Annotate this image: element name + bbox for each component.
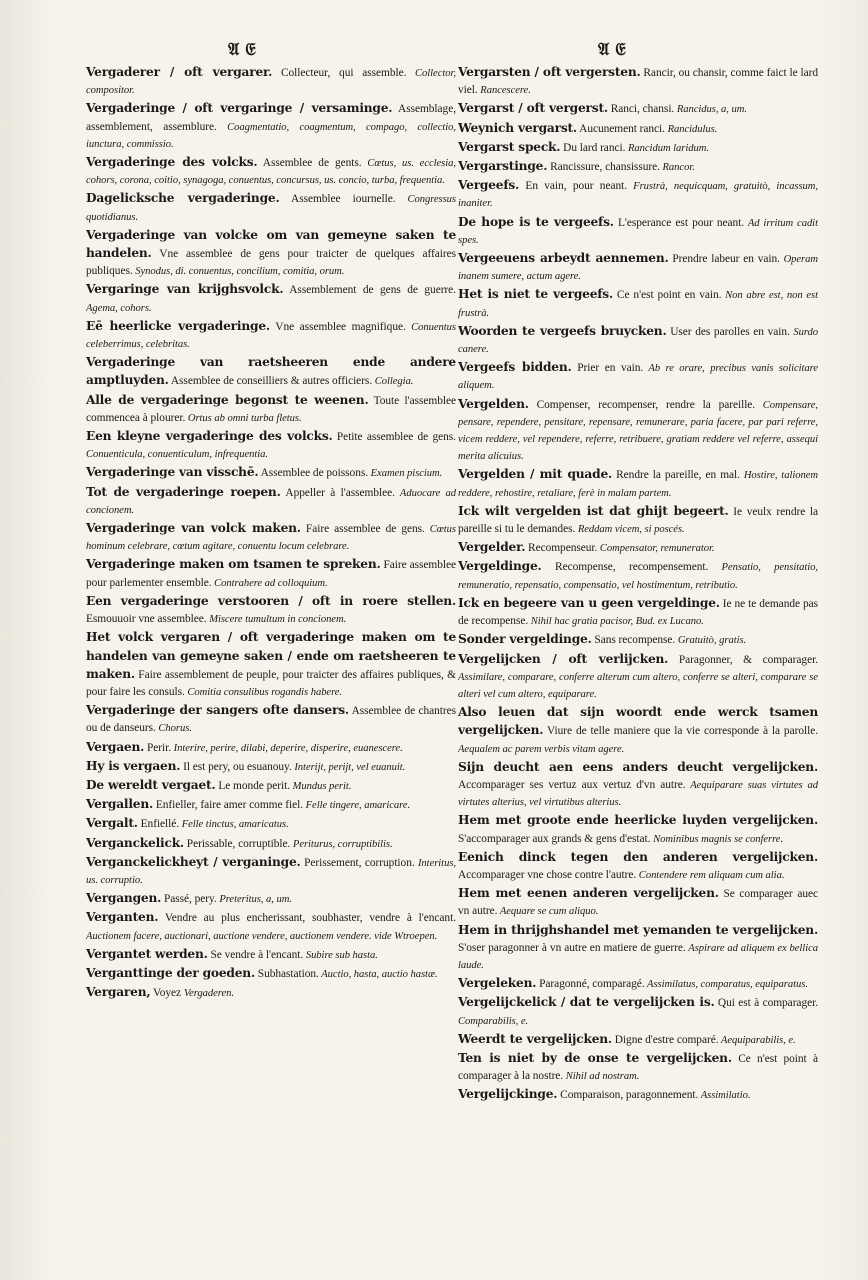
entry-latin: Collegia. — [372, 376, 414, 388]
entry-french: Compenser, recompenser, rendre la pareille. — [528, 398, 756, 411]
entry-latin: Felle tinctus, amaricatus. — [179, 819, 289, 831]
entry-latin: Pensatio, pensitatio, remuneratio, repensatio, compensatio, vel hostimentum, retributio. — [458, 562, 818, 591]
entry-headword: Vergarst / oft vergerst. — [458, 101, 608, 116]
page-header — [0, 40, 868, 62]
entry-latin: Comparabilis, e. — [458, 1015, 529, 1027]
entry-french: Faire assemblee de gens. — [300, 523, 425, 536]
entry-french: Accomparager ses vertuz aux vertuz d'vn autre. — [458, 778, 686, 791]
entry-headword: De wereldt vergaet. — [86, 777, 216, 792]
entry-latin: Interire, perire, dilabi, deperire, disperire, euanescere. — [171, 742, 403, 754]
entry-latin: Interitus, us. corruptio. — [86, 857, 456, 886]
dictionary-entry — [86, 392, 456, 427]
entry-french: Assemblee de poissons. — [258, 467, 369, 480]
dictionary-entry — [458, 885, 818, 920]
dictionary-entry — [458, 759, 818, 812]
entry-french: Collecteur, qui assemble. — [272, 67, 407, 79]
entry-french: Perir. — [144, 741, 172, 754]
entry-latin: Aduocare ad concionem. — [86, 487, 456, 516]
entry-headword: Het is niet te vergeefs. — [458, 287, 613, 302]
entry-latin: Nihil ad nostram. — [563, 1071, 640, 1083]
entry-latin: Rancidum laridum. — [625, 142, 709, 154]
entry-french: Paragonner, & comparager. — [668, 653, 818, 666]
entry-latin: Nominibus magnis se conferre. — [650, 833, 784, 845]
dictionary-entry — [458, 139, 818, 157]
entry-latin: Rancidus, a, um. — [674, 104, 747, 116]
entry-headword: Ick en begeere van u geen vergeldinge. — [458, 595, 720, 610]
entry-french: Ie veulx rendre la pareille si tu le demandes. — [458, 505, 818, 536]
entry-latin: Operam inanem sumere, actum agere. — [458, 254, 818, 283]
entry-latin: Periturus, corruptibilis. — [290, 838, 393, 850]
entry-latin: Ad irritum cadit spes. — [458, 217, 818, 246]
entry-headword: Vergarsten / oft vergersten. — [458, 65, 641, 79]
entry-latin: Conuenticula, conuenticulum, infrequentia. — [86, 449, 268, 461]
left-column — [86, 64, 456, 1250]
dictionary-entry — [458, 558, 818, 593]
entry-latin: Contrahere ad colloquium. — [211, 577, 328, 589]
entry-latin: Conuentus celeberrimus, celebritas. — [86, 321, 456, 351]
entry-french: Sans recompense. — [591, 634, 676, 647]
entry-latin: Synodus, di. conuentus, concilium, comitia, orum. — [132, 266, 345, 278]
entry-french: Toute l'assemblee commencea à plourer. — [86, 394, 456, 424]
entry-headword: Vergeefs. — [458, 178, 520, 193]
entry-french: Enfiellé. — [137, 818, 180, 831]
entry-french: Viure de telle maniere que la vie corresponde à la parolle. — [543, 725, 818, 738]
dictionary-entry — [86, 629, 456, 701]
entry-headword: Vergarst speck. — [458, 139, 561, 154]
entry-french: Aucunement ranci. — [576, 122, 665, 135]
entry-headword: Verganckelick. — [86, 835, 184, 850]
dictionary-entry — [458, 975, 818, 993]
entry-latin: Mundus perit. — [290, 780, 352, 792]
entry-headword: De hope is te vergeefs. — [458, 214, 614, 229]
entry-latin: Auctio, hasta, auctio hastæ. — [318, 968, 438, 980]
entry-headword: Het volck vergaren / oft vergaderinge maken om te handelen van gemeyne saken / ende om raetsheeren te maken. — [86, 630, 456, 681]
entry-french: Paragonné, comparagé. — [536, 978, 645, 991]
dictionary-entry — [458, 539, 818, 557]
dictionary-entry — [86, 227, 456, 281]
entry-headword: Woorden te vergeefs bruycken. — [458, 323, 667, 338]
entry-latin: Assimilatio. — [698, 1090, 751, 1102]
right-signature-mark: 𝔄 𝔈 — [598, 40, 626, 60]
entry-latin: Agema, cohors. — [86, 302, 152, 314]
dictionary-entry — [458, 595, 818, 630]
entry-french: Qui est à comparager. — [714, 997, 818, 1010]
entry-latin: Cœtus, us. ecclesia, cohors, corona, coitio, synagoga, conuentus, concursus, us. concio, turba, frequentia. — [86, 158, 456, 187]
dictionary-entry — [458, 286, 818, 321]
entry-french: Assemblee de chantres ou de danseurs. — [86, 705, 456, 735]
entry-latin: Chorus. — [155, 723, 192, 735]
entry-latin: Cœtus hominum celebrare, cœtum agitare, conuentu locum celebrare. — [86, 524, 456, 553]
dictionary-entry — [86, 965, 456, 983]
entry-headword: Tot de vergaderinge roepen. — [86, 484, 281, 499]
entry-french: L'esperance est pour neant. — [613, 216, 745, 229]
entry-headword: Vergaderinge van volcke om van gemeyne saken te handelen. — [86, 227, 456, 261]
dictionary-entry — [86, 484, 456, 519]
entry-french: Subhastation. — [254, 967, 319, 980]
dictionary-entry — [86, 890, 456, 908]
entry-latin: Examen piscium. — [368, 468, 443, 480]
dictionary-entry — [458, 359, 818, 394]
entry-latin: Collector, compositor. — [86, 68, 456, 97]
entry-french: Rancir, ou chansir, comme faict le lard viel. — [458, 67, 818, 97]
entry-latin: Rancescere. — [477, 85, 531, 97]
dictionary-entry — [458, 631, 818, 649]
dictionary-entry — [458, 466, 818, 501]
dictionary-entry — [458, 158, 818, 176]
dictionary-entry — [458, 100, 818, 118]
entry-french: Vne assemblee de gens pour traicter de quelques affaires publiques. — [86, 248, 456, 278]
entry-headword: Vergelder. — [458, 540, 526, 555]
entry-french: Du lard ranci. — [560, 141, 626, 154]
entry-french: Ce n'est point à comparager à la nostre. — [458, 1052, 818, 1083]
dictionary-entry — [86, 593, 456, 628]
entry-french: Se comparager auec vn autre. — [458, 888, 818, 918]
dictionary-entry — [86, 520, 456, 555]
entry-french: Assemblage, assemblement, assemblure. — [86, 103, 456, 133]
dictionary-entry — [458, 323, 818, 358]
entry-french: Esmouuoir vne assemblee. — [86, 613, 207, 626]
entry-headword: Verganttinge der goeden. — [86, 965, 255, 980]
dictionary-entry — [458, 1031, 818, 1049]
entry-french: Voyez — [150, 987, 184, 1000]
dictionary-entry — [458, 849, 818, 884]
entry-latin: Contendere rem aliquam cum alia. — [636, 869, 785, 881]
entry-french: Perissable, corruptible. — [183, 837, 291, 850]
entry-headword: Vergaen. — [86, 739, 145, 754]
dictionary-entry — [458, 64, 818, 99]
entry-french: Enfieller, faire amer comme fiel. — [153, 799, 304, 812]
entry-french: Le monde perit. — [215, 779, 290, 792]
dictionary-entry — [86, 281, 456, 316]
dictionary-entry — [458, 120, 818, 138]
dictionary-entry — [86, 464, 456, 482]
dictionary-entry — [458, 503, 818, 538]
entry-headword: Eenich dinck tegen den anderen vergelijcken. — [458, 849, 818, 864]
entry-headword: Vergaderinge van raetsheeren ende andere amptluyden. — [86, 355, 456, 388]
entry-headword: Sonder vergeldinge. — [458, 632, 592, 647]
entry-headword: Ten is niet by de onse te vergelijcken. — [458, 1050, 732, 1065]
entry-french: Ie ne te demande pas de recompense. — [458, 597, 818, 628]
entry-latin: Compensator, remunerator. — [597, 543, 715, 555]
entry-headword: Vergaderinge / oft vergaringe / versaminge. — [86, 101, 393, 116]
entry-latin: Reddam vicem, si poscés. — [575, 524, 685, 536]
dictionary-entry — [458, 704, 818, 758]
entry-latin: Aequalem ac parem verbis vitam agere. — [458, 743, 625, 755]
dictionary-entry — [86, 835, 456, 853]
entry-headword: Sijn deucht aen eens anders deucht vergelijcken. — [458, 759, 818, 774]
entry-headword: Vergaderinge des volcks. — [86, 155, 258, 170]
dictionary-entry — [86, 100, 456, 153]
entry-headword: Hy is vergaen. — [86, 758, 181, 773]
entry-headword: Vergelijckinge. — [458, 1087, 558, 1102]
dictionary-entry — [458, 651, 818, 704]
entry-latin: Assimilare, comparare, conferre alterum cum altero, conferre se alteri, comparare se alteri vel cum altero, equiparare. — [458, 671, 818, 700]
entry-french: Passé, pery. — [161, 893, 217, 906]
entry-latin: Aspirare ad aliquem ex bellica laude. — [458, 942, 818, 971]
entry-headword: Vergaderinge maken om tsamen te spreken. — [86, 557, 381, 572]
entry-latin: Aequare se cum aliquo. — [497, 906, 599, 918]
entry-headword: Weerdt te vergelijcken. — [458, 1031, 612, 1046]
entry-headword: Vergalt. — [86, 816, 138, 831]
entry-french: Appeller à l'assemblee. — [280, 486, 395, 499]
entry-latin: Preteritus, a, um. — [216, 894, 292, 906]
entry-headword: Vergelden. — [458, 396, 529, 411]
entry-french: Ranci, chansi. — [607, 103, 675, 116]
entry-headword: Vergaringe van krijghsvolck. — [86, 282, 284, 297]
entry-headword: Verganckelickheyt / verganinge. — [86, 854, 301, 869]
entry-french: Faire assemblement de peuple, pour traicter des affaires publiques, & pour faire les consuls. — [86, 668, 456, 698]
entry-headword: Vergeefs bidden. — [458, 360, 572, 375]
entry-headword: Also leuen dat sijn woordt ende werck tsamen vergelijcken. — [458, 705, 818, 738]
entry-latin: Frustrà, nequicquam, gratuitò, incassum, inaniter. — [458, 181, 818, 210]
entry-latin: Auctionem facere, auctionari, auctione vendere, auctionem vendere. vide Wtroepen. — [86, 930, 438, 942]
entry-french: Assemblee de conseilliers & autres officiers. — [168, 375, 373, 388]
entry-latin: Surdo canere. — [458, 326, 818, 356]
entry-headword: Vergangen. — [86, 891, 162, 906]
entry-latin: Gratuitò, gratis. — [675, 635, 747, 647]
dictionary-entry — [86, 190, 456, 225]
entry-latin: Aequiparabilis, e. — [718, 1034, 796, 1046]
entry-french: Recompense, recompensement. — [541, 561, 709, 574]
dictionary-entry — [86, 909, 456, 944]
entry-headword: Vergaderer / oft vergarer. — [86, 65, 273, 79]
entry-french: Il est pery, ou esuanouy. — [180, 760, 292, 773]
entry-latin: Subire sub hasta. — [303, 949, 378, 961]
entry-headword: Verganten. — [86, 910, 159, 925]
entry-latin: Hostire, talionem reddere, rehostire, retaliare, ferè in malam partem. — [458, 470, 818, 499]
entry-headword: Ick wilt vergelden ist dat ghijt begeert. — [458, 503, 729, 518]
entry-latin: Rancor. — [659, 162, 695, 174]
entry-latin: Miscere tumultum in concionem. — [206, 614, 347, 626]
dictionary-entry — [86, 556, 456, 591]
entry-headword: Vergelijckelick / dat te vergelijcken is. — [458, 995, 715, 1010]
entry-french: S'accomparager aux grands & gens d'estat. — [458, 832, 651, 845]
entry-headword: Vergaderinge van visschē. — [86, 465, 259, 480]
entry-french: Digne d'estre comparé. — [611, 1033, 719, 1046]
dictionary-entry — [86, 739, 456, 757]
right-column — [458, 64, 818, 1250]
dictionary-entry — [86, 64, 456, 99]
entry-headword: Vergelijcken / oft verlijcken. — [458, 651, 669, 666]
dictionary-entry — [86, 154, 456, 189]
dictionary-entry — [86, 428, 456, 463]
entry-headword: Dagelicksche vergaderinge. — [86, 191, 280, 206]
entry-french: Prier en vain. — [571, 362, 644, 375]
entry-french: En vain, pour neant. — [519, 180, 628, 193]
entry-headword: Hem met groote ende heerlicke luyden vergelijcken. — [458, 813, 818, 828]
entry-french: Rancissure, chansissure. — [547, 161, 660, 174]
entry-headword: Eē heerlicke vergaderinge. — [86, 318, 270, 333]
entry-french: Assemblee de gents. — [257, 157, 362, 170]
entry-french: User des parolles en vain. — [666, 325, 790, 338]
dictionary-entry — [458, 177, 818, 212]
entry-latin: Nihil hac gratia pacisor, Bud. ex Lucano. — [528, 616, 704, 628]
entry-french: Comparaison, paragonnement. — [557, 1089, 699, 1102]
entry-french: Accomparager vne chose contre l'autre. — [458, 868, 637, 881]
dictionary-entry — [458, 1086, 818, 1104]
entry-french: Recompenseur. — [525, 542, 598, 555]
entry-headword: Alle de vergaderinge begonst te weenen. — [86, 392, 369, 407]
entry-latin: Felle tingere, amaricare. — [303, 800, 411, 812]
entry-french: Rendre la pareille, en mal. — [612, 469, 740, 482]
dictionary-entry — [86, 702, 456, 737]
entry-french: Vendre au plus encherissant, soubhaster, vendre à l'encant. — [158, 912, 456, 925]
entry-latin: Rancidulus. — [664, 123, 718, 135]
entry-headword: Vergaderinge der sangers ofte dansers. — [86, 703, 349, 718]
entry-latin: Ab re orare, precibus vanis solicitare aliquem. — [458, 363, 818, 392]
entry-french: Ce n'est point en vain. — [613, 289, 722, 302]
entry-headword: Vergeleken. — [458, 976, 537, 991]
entry-latin: Congressus quotidianus. — [86, 194, 456, 223]
entry-latin: Ortus ab omni turba fletus. — [185, 412, 302, 424]
entry-headword: Vergaren, — [86, 985, 151, 1000]
entry-latin: Assimilatus, comparatus, equiparatus. — [644, 979, 808, 991]
entry-french: S'oser paragonner à vn autre en matiere de guerre. — [458, 941, 686, 954]
entry-french: Assemblee iournelle. — [279, 193, 396, 206]
entry-french: Se vendre à l'encant. — [207, 948, 304, 961]
entry-headword: Een vergaderinge verstooren / oft in roere stellen. — [86, 593, 456, 608]
entry-headword: Vergantet werden. — [86, 946, 208, 961]
dictionary-entry — [86, 796, 456, 814]
entry-headword: Vergallen. — [86, 797, 154, 812]
entry-headword: Hem in thrijghshandel met yemanden te vergelijcken. — [458, 922, 818, 937]
dictionary-entry — [458, 396, 818, 466]
dictionary-entry — [458, 812, 818, 847]
entry-headword: Hem met eenen anderen vergelijcken. — [458, 886, 719, 901]
entry-headword: Een kleyne vergaderinge des volcks. — [86, 429, 333, 444]
entry-headword: Vergeeuens arbeydt aennemen. — [458, 251, 669, 266]
entry-latin: Compensare, pensare, rependere, pensitare, repensare, remunerare, paria facere, par pari referre, vicem reddere, vel rependere, referre, retribuere, gratiam reddere vel referre, assequi merita alicuius. — [458, 399, 818, 463]
dictionary-entry — [86, 354, 456, 390]
dictionary-entry — [86, 777, 456, 795]
entry-french: Assemblement de gens de guerre. — [283, 284, 456, 297]
dictionary-entry — [458, 1050, 818, 1085]
entry-latin: Non abre est, non est frustrà. — [458, 290, 818, 319]
left-signature-mark: 𝔄 𝔈 — [228, 40, 256, 60]
dictionary-entry — [458, 922, 818, 975]
dictionary-entry — [86, 854, 456, 889]
entry-latin: Comitia consulibus rogandis habere. — [184, 686, 343, 698]
dictionary-entry — [86, 318, 456, 353]
dictionary-entry — [86, 946, 456, 964]
dictionary-entry — [458, 214, 818, 249]
entry-headword: Vergelden / mit quade. — [458, 467, 613, 482]
entry-french: Vne assemblee magnifique. — [269, 320, 406, 333]
entry-latin: Coagmentatio, coagmentum, compago, collectio, iunctura, commissio. — [86, 121, 456, 150]
entry-latin: Interijt, perijt, vel euanuit. — [291, 761, 406, 773]
entry-latin: Aequiparare suas virtutes ad virtutes alterius, vel virtutibus alterius. — [458, 779, 818, 809]
entry-headword: Weynich vergarst. — [458, 120, 577, 135]
entry-french: Faire assemblee pour parlementer ensemble. — [86, 559, 456, 589]
entry-french: Prendre labeur en vain. — [668, 253, 780, 266]
dictionary-entry — [86, 758, 456, 776]
entry-french: Perissement, corruption. — [300, 856, 415, 869]
dictionary-entry — [86, 984, 456, 1002]
entry-latin: Vergaderen. — [183, 988, 234, 1000]
dictionary-entry — [458, 250, 818, 285]
entry-headword: Vergaderinge van volck maken. — [86, 521, 301, 536]
entry-headword: Vergeldinge. — [458, 559, 542, 574]
entry-headword: Vergarstinge. — [458, 159, 548, 174]
entry-french: Petite assemblee de gens. — [332, 431, 456, 444]
dictionary-entry — [86, 815, 456, 833]
dictionary-entry — [458, 994, 818, 1029]
